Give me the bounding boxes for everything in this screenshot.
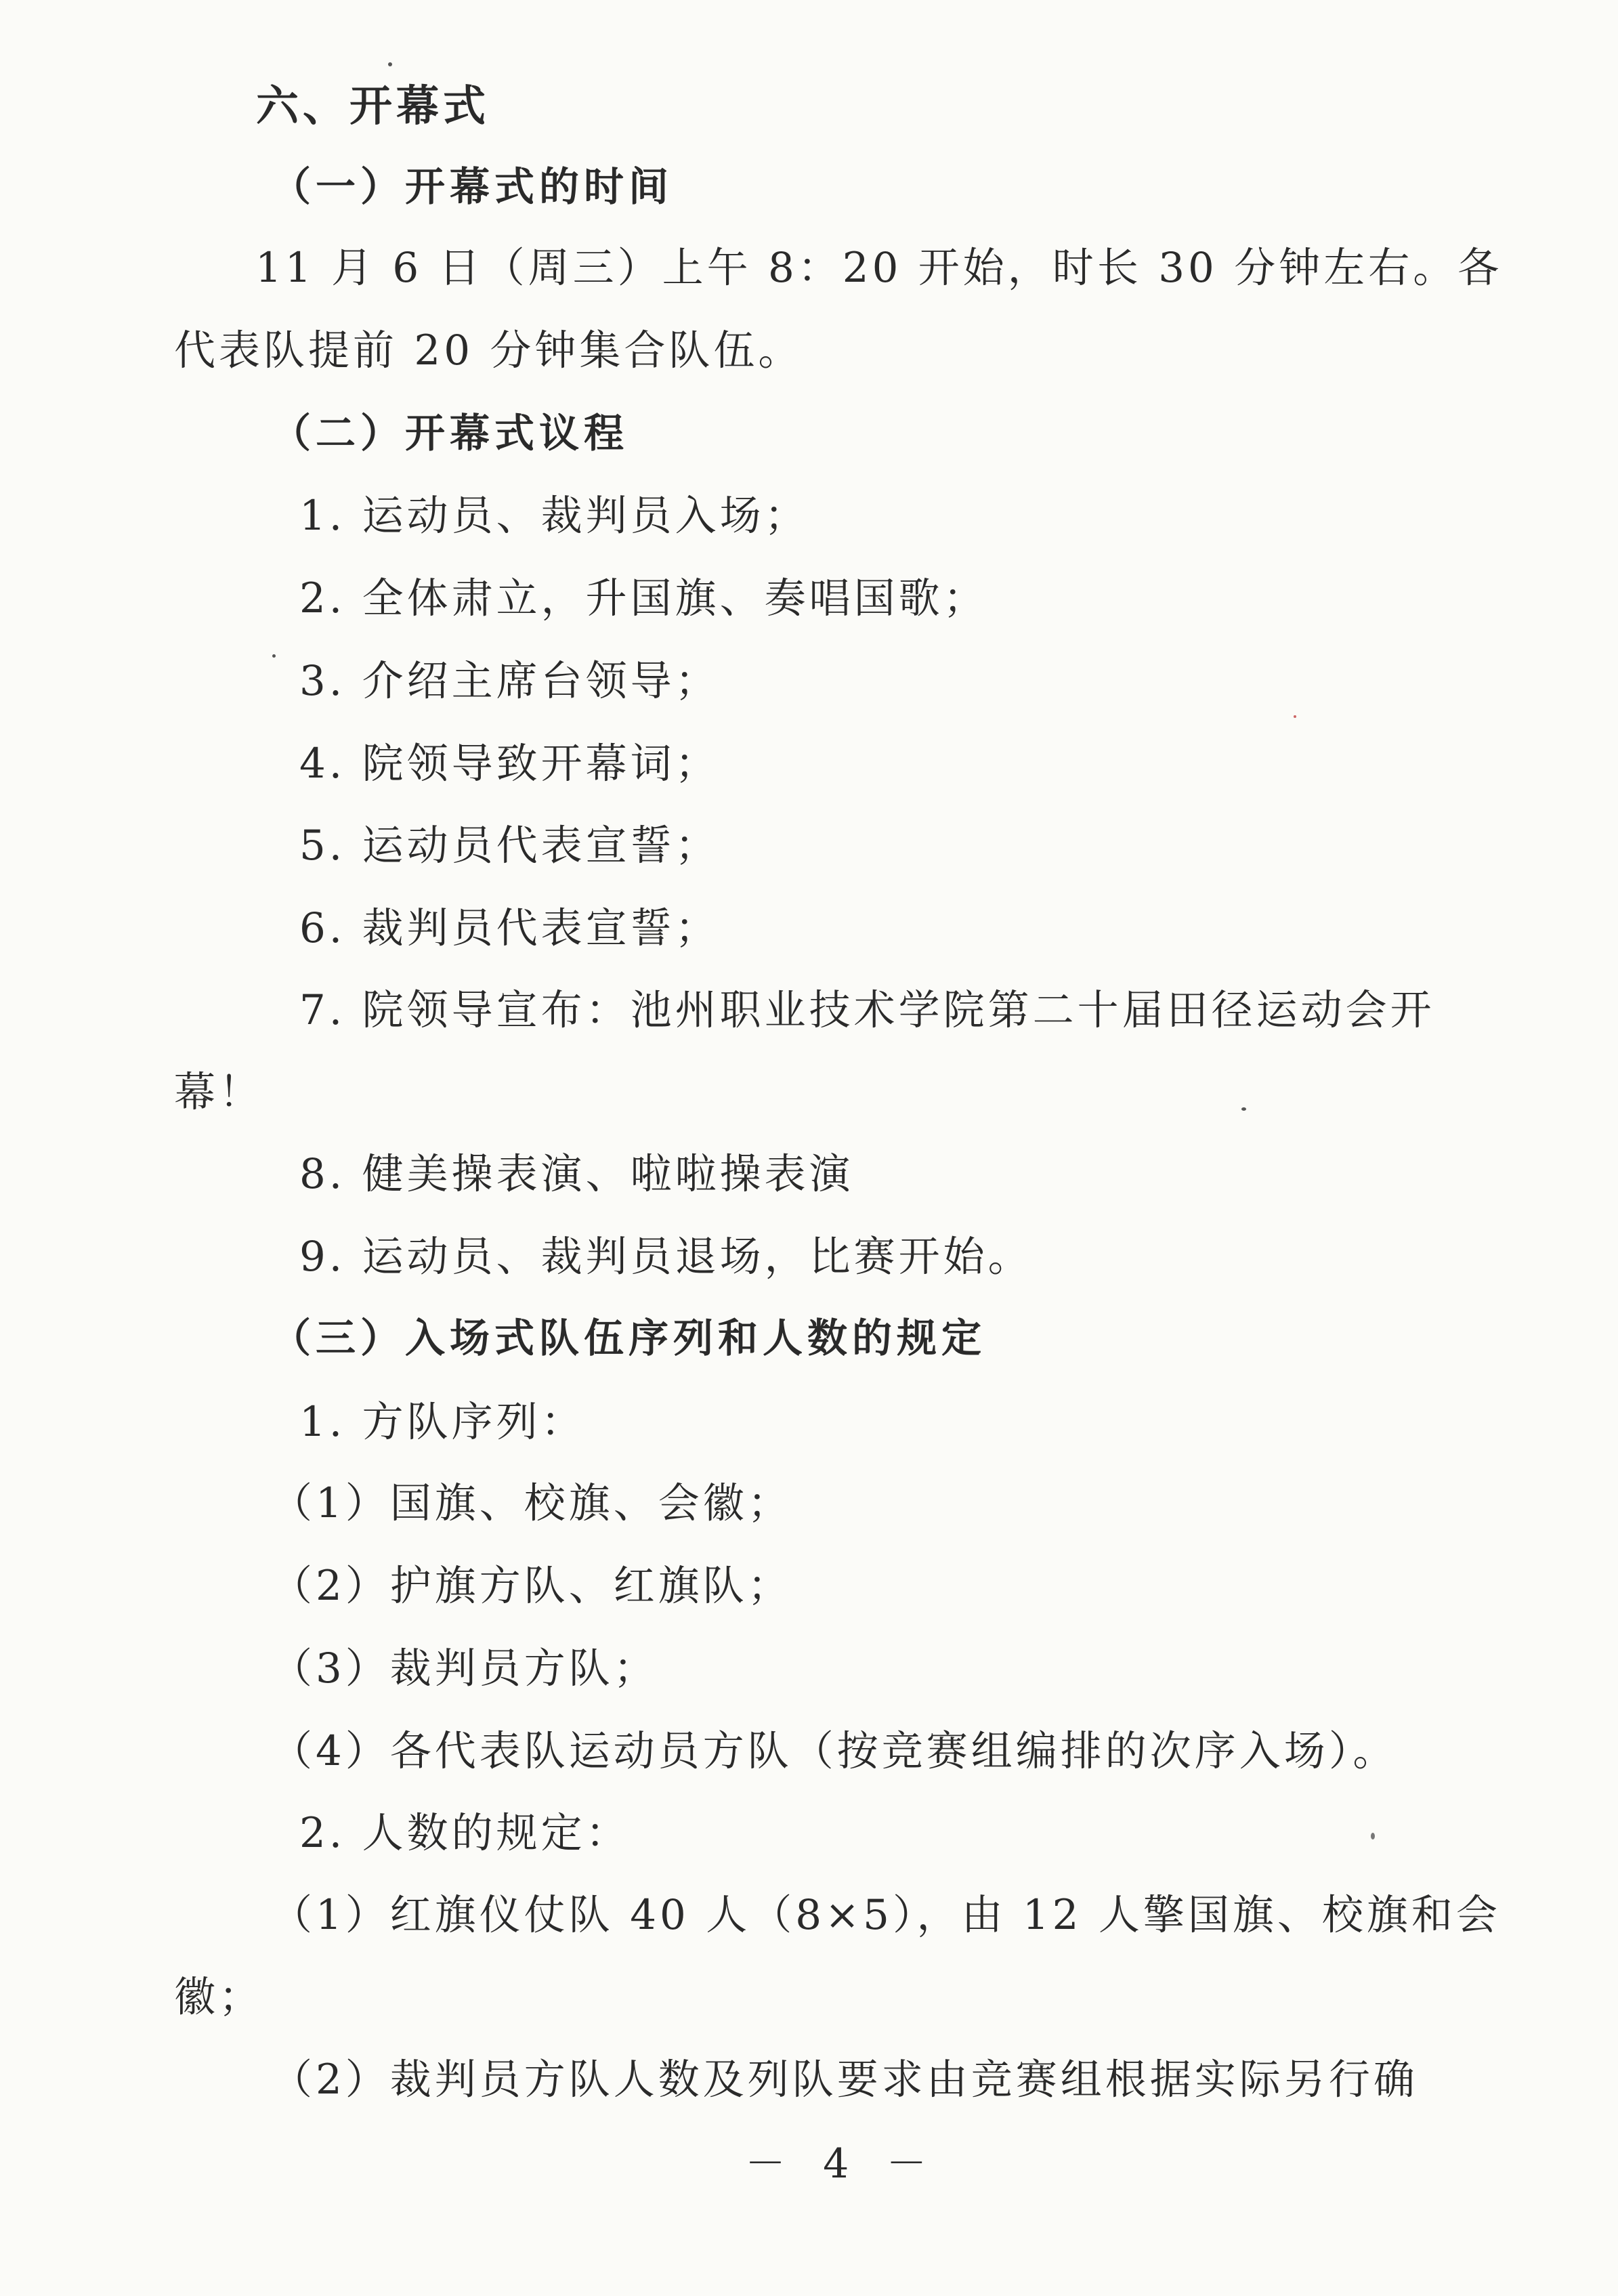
- subsection-heading: （二）开幕式议程: [271, 410, 629, 456]
- list-item: 1. 运动员、裁判员入场；: [299, 492, 809, 540]
- list-item: 3. 介绍主席台领导；: [299, 657, 720, 705]
- list-item: （1）国旗、校旗、会徽；: [271, 1479, 792, 1527]
- page-number: － 4 －: [745, 2140, 939, 2188]
- scan-speck: [1294, 715, 1296, 718]
- list-item: （2）裁判员方队人数及列队要求由竞赛组根据实际另行确: [271, 2056, 1418, 2104]
- list-item-continuation: 徽；: [174, 1973, 264, 2021]
- list-item: 5. 运动员代表宣誓；: [299, 822, 720, 870]
- paragraph-line: 11 月 6 日（周三）上午 8：20 开始，时长 30 分钟左右。各: [255, 244, 1503, 292]
- subsection-heading: （三）入场式队伍序列和人数的规定: [271, 1315, 987, 1361]
- list-item: 8. 健美操表演、啦啦操表演: [299, 1150, 854, 1198]
- list-item: 2. 全体肃立，升国旗、奏唱国歌；: [299, 574, 988, 622]
- scan-speck: [1241, 1107, 1246, 1111]
- list-item: 9. 运动员、裁判员退场，比赛开始。: [299, 1233, 1033, 1281]
- list-item: （2）护旗方队、红旗队；: [271, 1562, 792, 1610]
- list-item: 4. 院领导致开幕词；: [299, 740, 720, 788]
- list-item: 1. 方队序列：: [299, 1398, 586, 1446]
- paragraph-line: 代表队提前 20 分钟集合队伍。: [174, 326, 803, 375]
- list-item-continuation: 幕！: [174, 1068, 264, 1116]
- list-item: 6. 裁判员代表宣誓；: [299, 904, 720, 952]
- scan-speck: [272, 654, 276, 658]
- subsection-heading: （一）开幕式的时间: [271, 163, 674, 210]
- list-item: 2. 人数的规定：: [299, 1809, 631, 1857]
- list-item: （1）红旗仪仗队 40 人（8×5），由 12 人擎国旗、校旗和会: [271, 1891, 1501, 1939]
- list-item: （3）裁判员方队；: [271, 1644, 658, 1693]
- scan-speck: [1371, 1833, 1375, 1840]
- section-heading: 六、开幕式: [256, 81, 490, 131]
- list-item: 7. 院领导宣布：池州职业技术学院第二十届田径运动会开: [299, 986, 1435, 1034]
- list-item: （4）各代表队运动员方队（按竞赛组编排的次序入场）。: [271, 1727, 1398, 1775]
- scan-speck: [388, 62, 392, 66]
